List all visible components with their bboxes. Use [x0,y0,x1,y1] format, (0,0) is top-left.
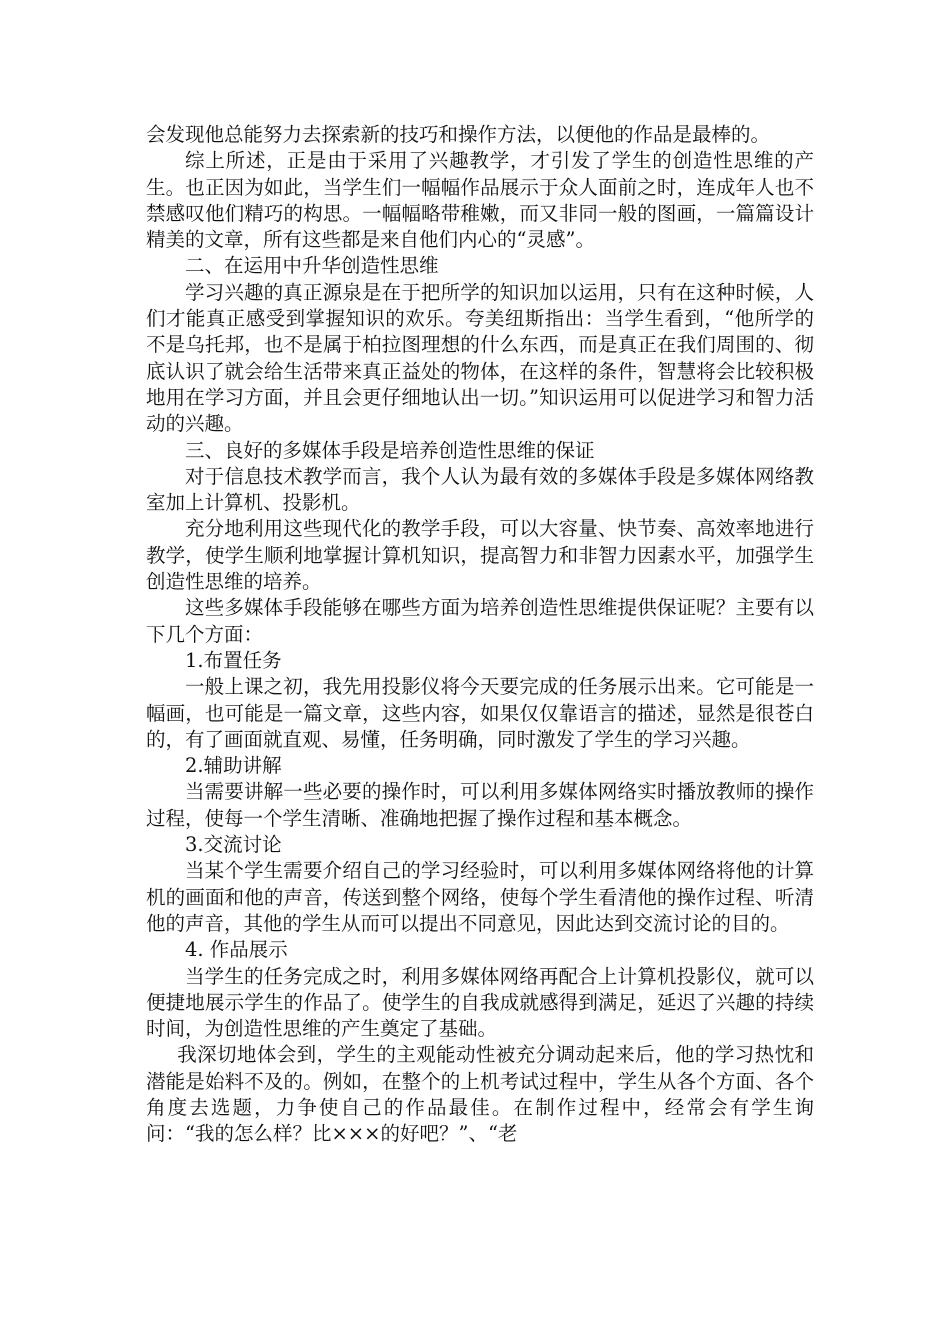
paragraph-task: 一般上课之初，我先用投影仪将今天要完成的任务展示出来。它可能是一幅画，也可能是一篇文章，这些内容，如果仅仅靠语言的描述，显然是很苍白的，有了画面就直观、易懂，任务明确，同时激发了学生的学习兴趣。 [146,675,814,751]
paragraph-continuation: 会发现他总能努力去探索新的技巧和操作方法，以便他的作品是最棒的。 [146,123,771,146]
paragraph-question: 这些多媒体手段能够在哪些方面为培养创造性思维提供保证呢？主要有以下几个方面： [146,596,814,646]
paragraph-multimedia: 对于信息技术教学而言，我个人认为最有效的多媒体手段是多媒体网络教室加上计算机、投影机。 [146,464,814,515]
subheading-1: 1.布置任务 [185,648,282,672]
subheading-3: 3.交流讨论 [185,833,282,857]
section-heading-3: 三、良好的多媒体手段是培养创造性思维的保证 [185,438,595,462]
document-body [146,122,814,1148]
paragraph-showcase: 当学生的任务完成之时，利用多媒体网络再配合上计算机投影仪，就可以便捷地展示学生的作品了。使学生的自我成就感得到满足，延迟了兴趣的持续时间，为创造性思维的产生奠定了基础。 [146,964,814,1041]
paragraph-discussion: 当某个学生需要介绍自己的学习经验时，可以利用多媒体网络将他的计算机的画面和他的声音，传送到整个网络，使每个学生看清他的操作过程、听清他的声音，其他的学生从而可以提出不同意见，因此达到交流讨论的目的。 [146,859,814,935]
subheading-4: 4. 作品展示 [185,938,288,962]
section-heading-2: 二、在运用中升华创造性思维 [185,254,439,278]
paragraph-experience: 我深切地体会到，学生的主观能动性被充分调动起来后，他的学习热忱和潜能是始料不及的。例如，在整个的上机考试过程中，学生从各个方面、各个角度去选题，力争使自己的作品最佳。在制作过程中，经常会有学生询问：“我的怎么样？比×××的好吧？”、“老 [146,1043,814,1146]
paragraph-knowledge-use: 学习兴趣的真正源泉是在于把所学的知识加以运用，只有在这种时候，人们才能真正感受到掌握知识的欢乐。夸美纽斯指出：当学生看到，“他所学的不是乌托邦，也不是属于柏拉图理想的什么东西，而是真正在我们周围的、彻底认识了就会给生活带来真正益处的物体，在这样的条件，智慧将会比较积极地用在学习方面，并且会更仔细地认出一切。”知识运用可以促进学习和智力活动的兴趣。 [146,280,814,436]
paragraph-explain: 当需要讲解一些必要的操作时，可以利用多媒体网络实时播放教师的操作过程，使每一个学生清晰、准确地把握了操作过程和基本概念。 [146,780,814,830]
paragraph-summary: 综上所述，正是由于采用了兴趣教学，才引发了学生的创造性思维的产生。也正因为如此，当学生们一幅幅作品展示于众人面前之时，连成年人也不禁感叹他们精巧的构思。一幅幅略带稚嫩，而又非同一般的图画，一篇篇设计精美的文章，所有这些都是来自他们内心的“灵感”。 [146,149,814,252]
subheading-2: 2.辅助讲解 [185,754,282,778]
paragraph-modern-means: 充分地利用这些现代化的教学手段，可以大容量、快节奏、高效率地进行教学，使学生顺利地掌握计算机知识，提高智力和非智力因素水平，加强学生创造性思维的培养。 [146,517,814,594]
